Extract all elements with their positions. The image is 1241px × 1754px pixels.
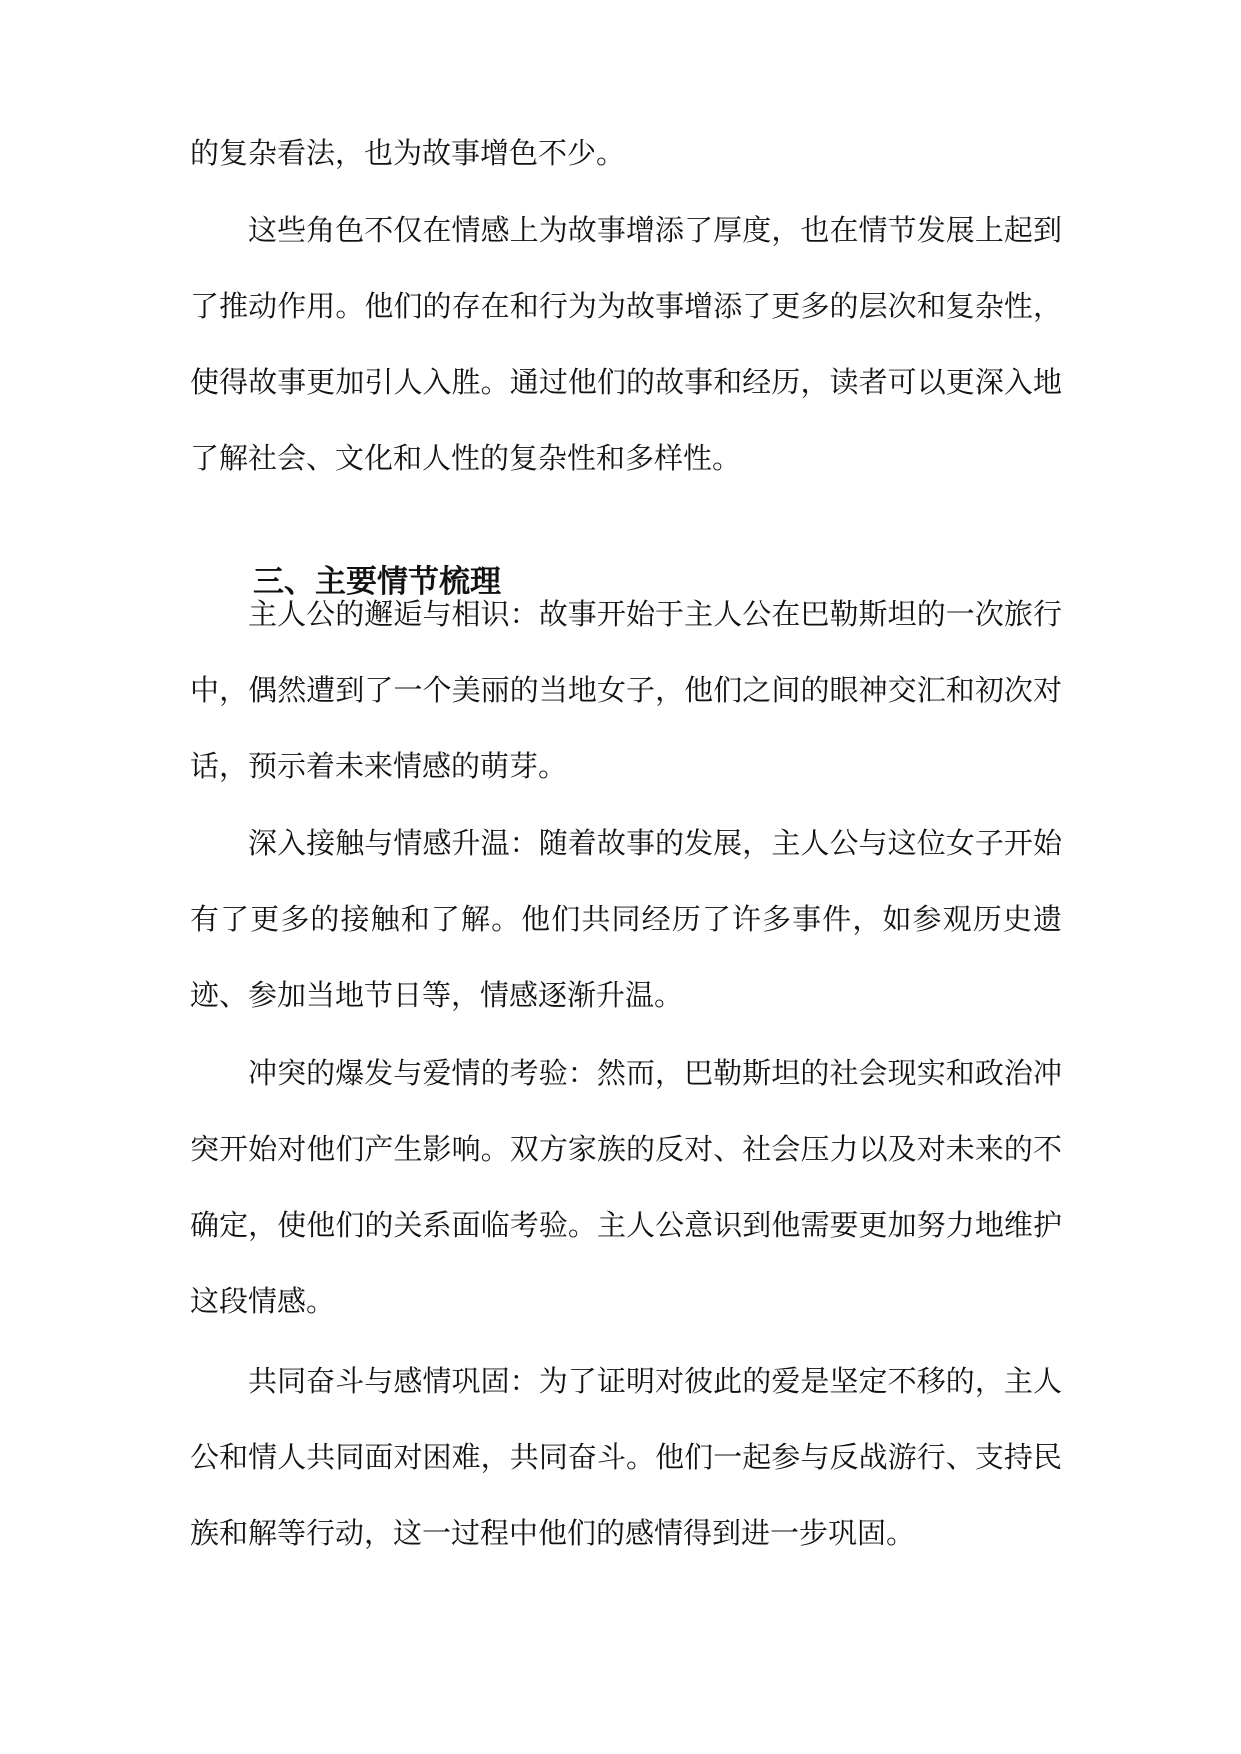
paragraph-plot-conflict: 冲突的爆发与爱情的考验：然而，巴勒斯坦的社会现实和政治冲突开始对他们产生影响。双方家族的反对、社会压力以及对未来的不确定，使他们的关系面临考验。主人公意识到他需要更加努力地维护这段情感。 xyxy=(190,1056,1062,1318)
paragraph-continuation: 的复杂看法，也为故事增色不少。 xyxy=(190,136,626,170)
paragraph-plot-struggle: 共同奋斗与感情巩固：为了证明对彼此的爱是坚定不移的，主人公和情人共同面对困难，共同奋斗。他们一起参与反战游行、支持民族和解等行动，这一过程中他们的感情得到进一步巩固。 xyxy=(190,1364,1062,1550)
section-heading: 三、主要情节梳理 xyxy=(253,564,501,600)
paragraph-plot-deepening: 深入接触与情感升温：随着故事的发展，主人公与这位女子开始有了更多的接触和了解。他们共同经历了许多事件，如参观历史遗迹、参加当地节日等，情感逐渐升温。 xyxy=(190,826,1062,1012)
paragraph-characters-role: 这些角色不仅在情感上为故事增添了厚度，也在情节发展上起到了推动作用。他们的存在和行为为故事增添了更多的层次和复杂性，使得故事更加引人入胜。通过他们的故事和经历，读者可以更深入地了解社会、文化和人性的复杂性和多样性。 xyxy=(190,213,1062,475)
paragraph-plot-encounter: 主人公的邂逅与相识：故事开始于主人公在巴勒斯坦的一次旅行中，偶然遭到了一个美丽的当地女子，他们之间的眼神交汇和初次对话，预示着未来情感的萌芽。 xyxy=(190,597,1062,783)
